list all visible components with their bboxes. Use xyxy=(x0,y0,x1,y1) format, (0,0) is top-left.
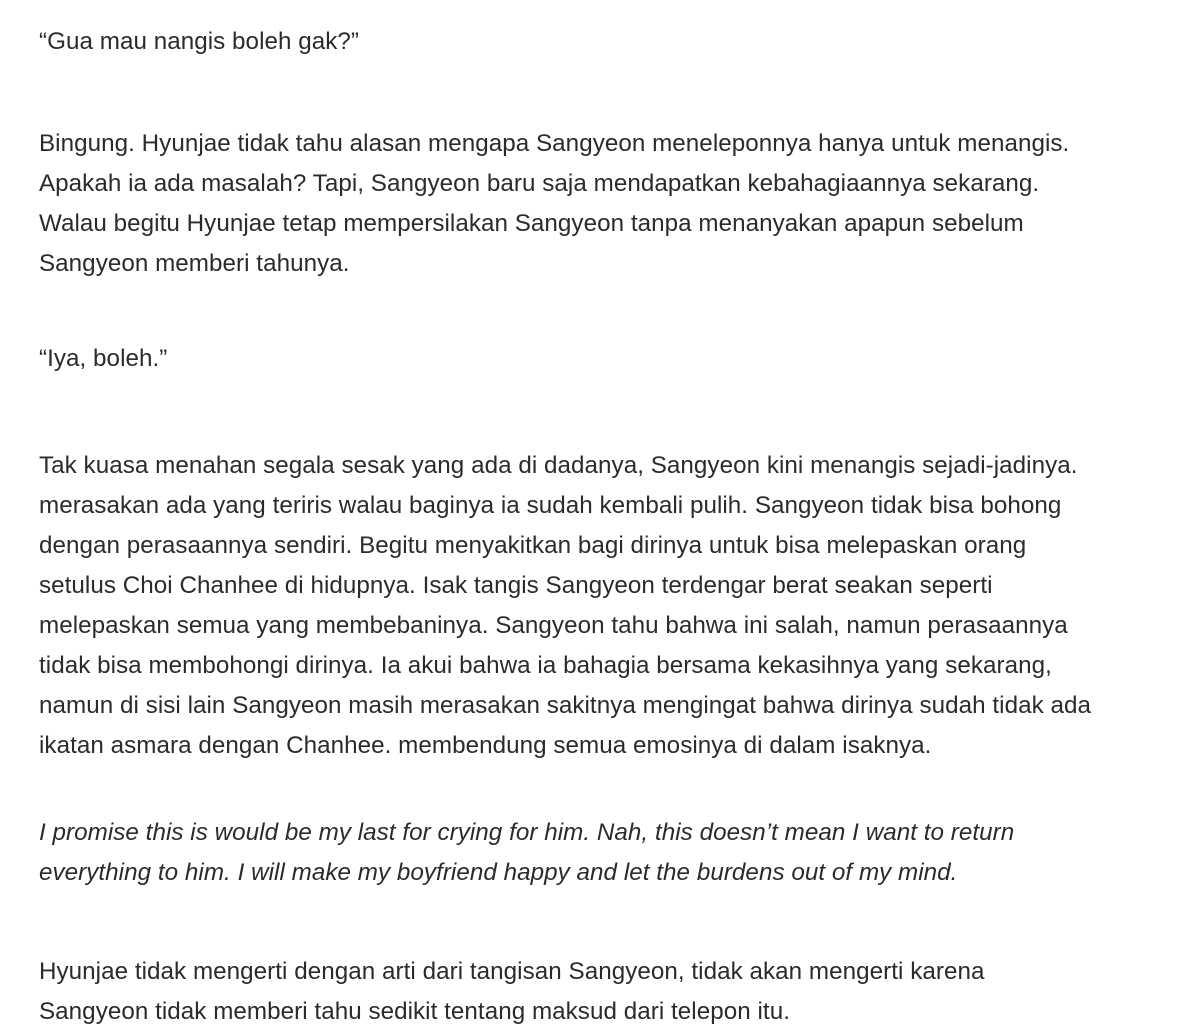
text-line: setulus Choi Chanhee di hidupnya. Isak tangis Sangyeon terdengar berat seakan seperti xyxy=(39,572,993,599)
text-line: melepaskan semua yang membebaninya. Sangyeon tahu bahwa ini salah, namun perasaannya xyxy=(39,612,1068,639)
dialogue-paragraph xyxy=(39,22,359,62)
text-line: tidak bisa membohongi dirinya. Ia akui bahwa ia bahagia bersama kekasihnya yang sekarang, xyxy=(39,652,1052,679)
narrative-paragraph xyxy=(39,952,984,1032)
text-line: “Iya, boleh.” xyxy=(39,345,168,372)
text-line: “Gua mau nangis boleh gak?” xyxy=(39,28,360,55)
text-line: Apakah ia ada masalah? Tapi, Sangyeon baru saja mendapatkan kebahagiaannya sekarang. xyxy=(39,170,1040,197)
text-line: namun di sisi lain Sangyeon masih merasakan sakitnya mengingat bahwa dirinya sudah tidak ada xyxy=(39,692,1091,719)
text-line: Hyunjae tidak mengerti dengan arti dari tangisan Sangyeon, tidak akan mengerti karena xyxy=(39,958,985,985)
text-line: dengan perasaannya sendiri. Begitu menyakitkan bagi dirinya untuk bisa melepaskan orang xyxy=(39,532,1027,559)
text-line: Tak kuasa menahan segala sesak yang ada di dadanya, Sangyeon kini menangis sejadi-jadinya. xyxy=(39,452,1078,479)
text-line: Bingung. Hyunjae tidak tahu alasan mengapa Sangyeon meneleponnya hanya untuk menangis. xyxy=(39,130,1070,157)
text-line: I promise this is would be my last for crying for him. Nah, this doesn’t mean I want to return xyxy=(39,819,1015,846)
text-line: Sangyeon memberi tahunya. xyxy=(39,250,350,277)
narrative-paragraph xyxy=(39,446,1091,766)
text-line: ikatan asmara dengan Chanhee. membendung semua emosinya di dalam isaknya. xyxy=(39,732,932,759)
italic-monologue-paragraph xyxy=(39,813,1014,893)
dialogue-paragraph xyxy=(39,339,167,379)
text-line: Sangyeon tidak memberi tahu sedikit tentang maksud dari telepon itu. xyxy=(39,998,790,1025)
narrative-paragraph xyxy=(39,124,1069,284)
text-line: merasakan ada yang teriris walau baginya ia sudah kembali pulih. Sangyeon tidak bisa bohong xyxy=(39,492,1062,519)
text-line: Walau begitu Hyunjae tetap mempersilakan Sangyeon tanpa menanyakan apapun sebelum xyxy=(39,210,1024,237)
text-line: everything to him. I will make my boyfriend happy and let the burdens out of my mind. xyxy=(39,859,958,886)
